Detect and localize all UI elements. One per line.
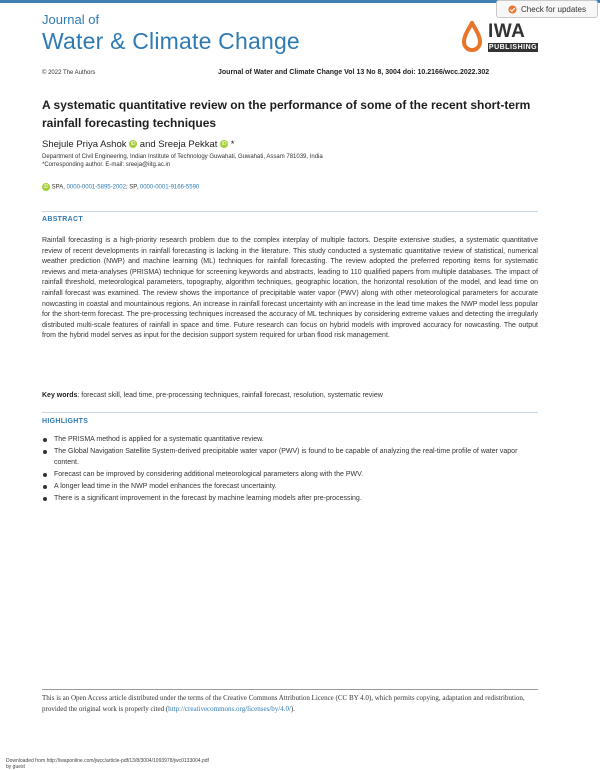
orcid-separator: ; SP, <box>125 184 140 191</box>
section-divider <box>42 211 538 212</box>
list-item: Forecast can be improved by considering additional meteorological parameters along with the PWV. <box>42 470 538 481</box>
license-text: This is an Open Access article distributed under the terms of the Creative Commons Attribution Licence (CC BY 4.0), which permits copying, adaptation and redistribution, provided the original work is properly cited ( <box>42 694 525 713</box>
orcid-icon[interactable]: iD <box>221 141 227 148</box>
publisher-logo-word: IWA <box>488 21 526 42</box>
footer-divider <box>42 689 538 690</box>
license-notice <box>42 693 542 715</box>
bullet-icon <box>43 497 47 501</box>
orcid-icon[interactable]: iD <box>130 141 136 148</box>
orcid-spa-label: SPA, <box>51 184 67 191</box>
orcid-link[interactable]: 0000-0001-9166-5590 <box>139 184 200 191</box>
list-item: There is a significant improvement in the forecast by machine learning models after pre-processing. <box>42 494 538 505</box>
publisher-logo <box>458 20 548 56</box>
bullet-icon <box>43 438 47 442</box>
list-item: The Global Navigation Satellite System-derived precipitable water vapor (PWV) is found to be capable of analyzing the real-time profile of water vapor content. <box>42 447 538 468</box>
bullet-icon <box>43 485 47 489</box>
citation: Journal of Water and Climate Change Vol 13 No 8, 3004 doi: 10.2166/wcc.2022.302 <box>218 69 490 76</box>
check-updates-label: Check for updates <box>521 4 586 14</box>
abstract-heading: ABSTRACT <box>42 216 83 223</box>
license-link[interactable]: http://creativecommons.org/licenses/by/4.0/ <box>168 705 291 713</box>
license-text-end: ). <box>290 705 296 713</box>
highlights-list <box>42 435 538 506</box>
affiliation <box>42 153 323 169</box>
iwa-drop-icon <box>460 21 484 55</box>
check-updates-icon <box>508 5 517 14</box>
author-name[interactable]: Sreeja Pekkat <box>158 139 218 150</box>
corresponding-author: *Corresponding author. E-mail: sreeja@iitg.ac.in <box>42 162 171 168</box>
abstract-text: Rainfall forecasting is a high-priority research problem due to the complex interplay of multiple factors. Despite extensive studies, a systematic quantitative review of recent developments in rainfall forecasting is lacking in the literature. This study conducted a systematic quantitative review of statistical, numerical weather prediction (NWP) and machine learning (ML) techniques for rainfall forecasting. The review adopted the preferred reporting items for systematic reviews and meta-analyses (PRISMA) technique for screening keywords and abstracts, leading to 110 qualified papers from multiple databases. The impact of rainfall threshold, meteorological parameters, topography, algorithm techniques, geographic location, the horizontal resolution of the model, and lead time on rainfall forecast was examined. The review shows the importance of precipitable water vapor (PWV) along with other meteorological parameters for accurate nowcasting in coastal and mountainous regions. An increase in rainfall forecast uncertainty with an increase in the lead time makes the NWP model less popular for the short-term forecast. The pre-processing techniques increased the accuracy of ML techniques by considering extreme values and detecting the irregularly distributed multi-scale features of rainfall in space and time. Future research can focus on hybrid models with improved accuracy for nowcasting. The output from the hybrid model serves as input for the decision support system required for urban flood risk management. <box>42 237 538 340</box>
section-divider <box>42 412 538 413</box>
journal-name-line1: Journal of <box>42 12 100 27</box>
highlights-heading: HIGHLIGHTS <box>42 418 89 425</box>
copyright: © 2022 The Authors <box>42 70 96 76</box>
bullet-icon <box>43 450 47 454</box>
author-name[interactable]: Shejule Priya Ashok <box>42 139 127 150</box>
bullet-icon <box>43 473 47 477</box>
corresponding-star: * <box>230 139 235 150</box>
keywords-label: Key words <box>42 392 78 399</box>
keywords <box>42 392 538 399</box>
author-list <box>42 139 234 150</box>
download-notice <box>6 758 209 770</box>
list-item: The PRISMA method is applied for a systematic quantitative review. <box>42 435 538 446</box>
affiliation-department: Department of Civil Engineering, Indian Institute of Technology Guwahati, Guwahati, Assam 781039, India <box>42 154 323 160</box>
journal-name-line2: Water & Climate Change <box>42 28 300 54</box>
check-for-updates-button[interactable] <box>496 0 598 18</box>
author-separator: and <box>139 139 159 150</box>
article-title: A systematic quantitative review on the performance of some of the recent short-term rainfall forecasting techniques <box>42 98 531 130</box>
download-line: by guest <box>6 764 25 770</box>
orcid-icon: iD <box>43 184 49 190</box>
orcid-line <box>42 183 199 191</box>
download-line: Downloaded from http://iwaponline.com/jwcc/article-pdf/13/8/3004/1093978/jwc0133004.pdf <box>6 758 209 764</box>
orcid-link[interactable]: 0000-0001-5895-2002 <box>66 184 126 191</box>
list-item: A longer lead time in the NWP model enhances the forecast uncertainty. <box>42 482 538 493</box>
keywords-text: : forecast skill, lead time, pre-processing techniques, rainfall forecast, resolution, systematic review <box>77 392 383 399</box>
publisher-logo-sub: PUBLISHING <box>488 44 538 51</box>
